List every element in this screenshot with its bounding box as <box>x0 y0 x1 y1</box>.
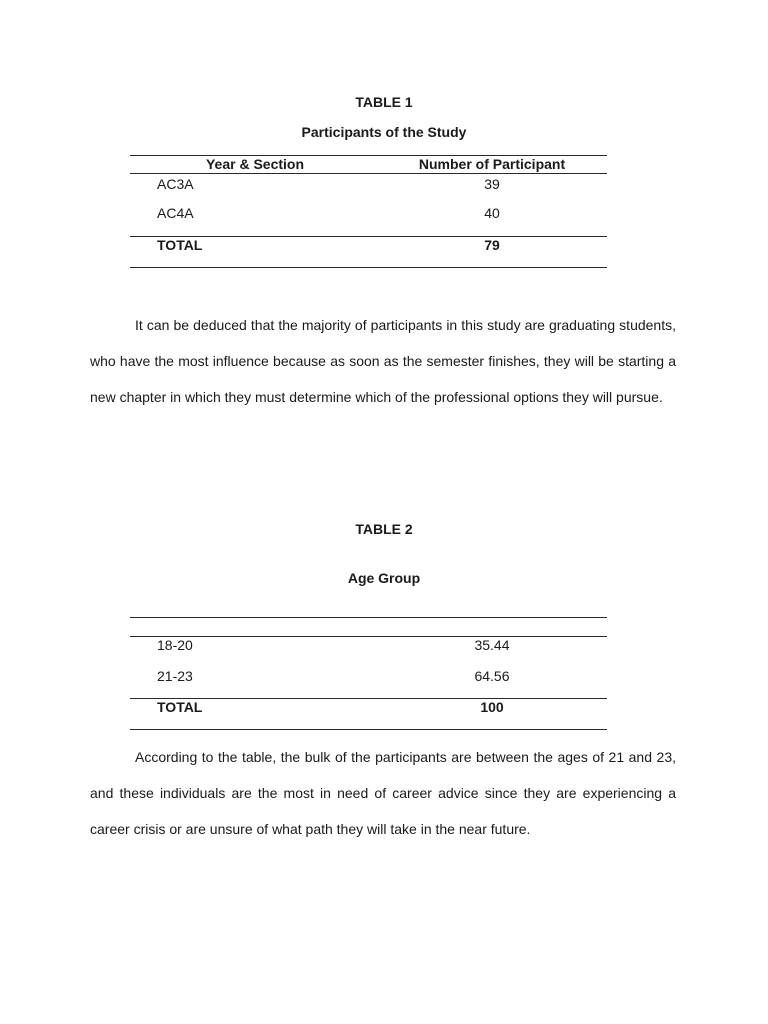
table1-header-section: Year & Section <box>205 156 305 172</box>
table1-bottom-rule <box>130 267 607 268</box>
paragraph-1-text: It can be deduced that the majority of participants in this study are graduating students, who have the most influence because as soon as the semester finishes, they will be starting a new chapter in which they must determine which of the professional options they will pursue. <box>90 317 676 405</box>
table1-row2-section: AC4A <box>157 205 194 221</box>
table2-bottom-rule <box>130 729 607 730</box>
table1-total-value: 79 <box>484 237 500 253</box>
table1-header-count: Number of Participant <box>418 156 566 172</box>
paragraph-1 <box>90 307 676 415</box>
table2-row2-value: 64.56 <box>474 668 510 684</box>
table2-row1-value: 35.44 <box>474 637 510 653</box>
table1-row2-count: 40 <box>484 205 500 221</box>
table2-caption: TABLE 2 <box>355 521 413 537</box>
table2-top-rule <box>130 617 607 618</box>
table1-row1-section: AC3A <box>157 176 194 192</box>
paragraph-2 <box>90 739 676 847</box>
table1-title: Participants of the Study <box>301 124 467 140</box>
table2-title: Age Group <box>347 570 421 586</box>
table1-caption: TABLE 1 <box>355 94 413 110</box>
table2-total-value: 100 <box>480 699 504 715</box>
table2-total-label: TOTAL <box>157 699 203 715</box>
table2-row1-range: 18-20 <box>157 637 193 653</box>
table1-total-label: TOTAL <box>157 237 203 253</box>
table1-header-rule <box>130 173 607 174</box>
paragraph-2-text: According to the table, the bulk of the participants are between the ages of 21 and 23, and these individuals are the most in need of career advice since they are experiencing a career crisis or are unsure of what path they will take in the near future. <box>90 749 676 837</box>
table1-row1-count: 39 <box>484 176 500 192</box>
table2-row2-range: 21-23 <box>157 668 193 684</box>
